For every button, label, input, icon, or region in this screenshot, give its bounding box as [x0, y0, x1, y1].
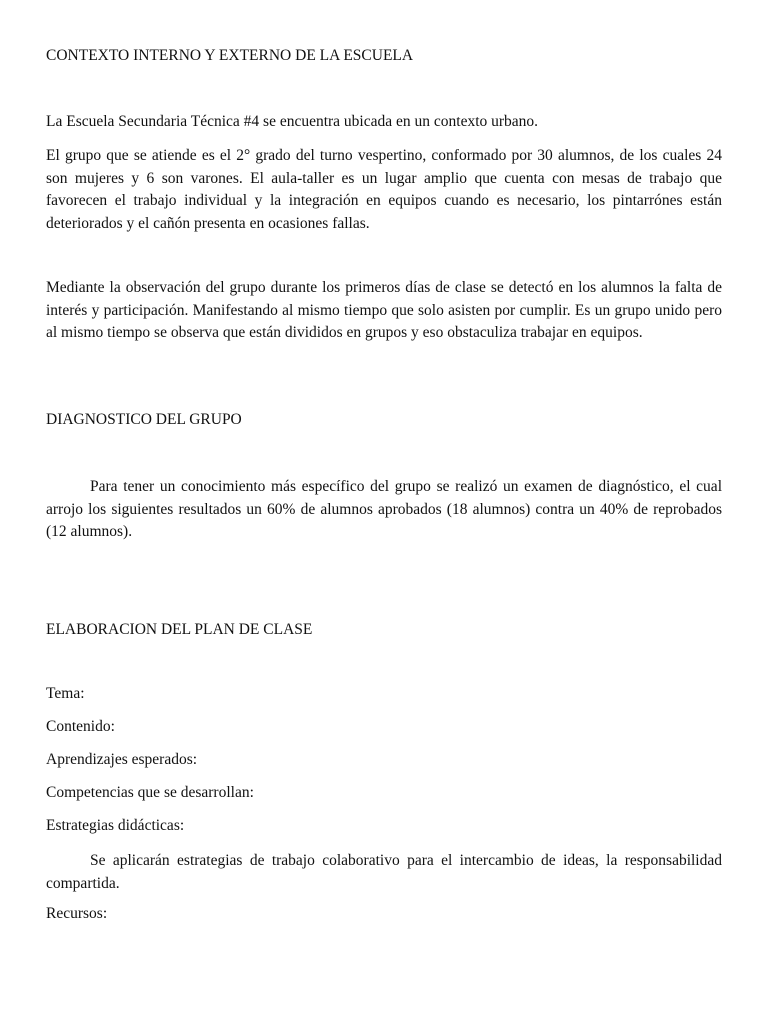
- paragraph-grupo: El grupo que se atiende es el 2° grado del turno vespertino, conformado por 30 alumnos, de los cuales 24 son mujeres y 6 son varones. El aula-taller es un lugar amplio que cuenta con mesas de trabajo que favorecen el trabajo individual y la integración en equipos cuando es necesario, los pintarrónes están deteriorados y el cañón presenta en ocasiones fallas.: [46, 147, 722, 232]
- field-label-aprendizajes: Aprendizajes esperados:: [46, 751, 198, 768]
- field-label-tema: Tema:: [46, 685, 85, 702]
- field-label-estrategias: Estrategias didácticas:: [46, 817, 185, 834]
- paragraph-estrategias: Se aplicarán estrategias de trabajo colaborativo para el intercambio de ideas, la responsabilidad compartida.: [46, 852, 722, 892]
- field-label-contenido: Contenido:: [46, 718, 115, 735]
- section-heading-contexto: CONTEXTO INTERNO Y EXTERNO DE LA ESCUELA: [46, 47, 414, 64]
- section-heading-plan: ELABORACION DEL PLAN DE CLASE: [46, 621, 313, 638]
- section-heading-diagnostico: DIAGNOSTICO DEL GRUPO: [46, 411, 242, 428]
- field-label-competencias: Competencias que se desarrollan:: [46, 784, 254, 801]
- paragraph-observacion: Mediante la observación del grupo durante los primeros días de clase se detectó en los alumnos la falta de interés y participación. Manifestando al mismo tiempo que solo asisten por cumplir. Es un grupo unido pero al mismo tiempo se observa que están divididos en grupos y eso obstaculiza trabajar en equipos.: [46, 279, 722, 342]
- paragraph-ubicacion: La Escuela Secundaria Técnica #4 se encuentra ubicada en un contexto urbano.: [46, 113, 539, 130]
- field-label-recursos: Recursos:: [46, 905, 108, 922]
- paragraph-diagnostico: Para tener un conocimiento más específico del grupo se realizó un examen de diagnóstico, el cual arrojo los siguientes resultados un 60% de alumnos aprobados (18 alumnos) contra un 40% de reprobados (12 alumnos).: [46, 478, 722, 541]
